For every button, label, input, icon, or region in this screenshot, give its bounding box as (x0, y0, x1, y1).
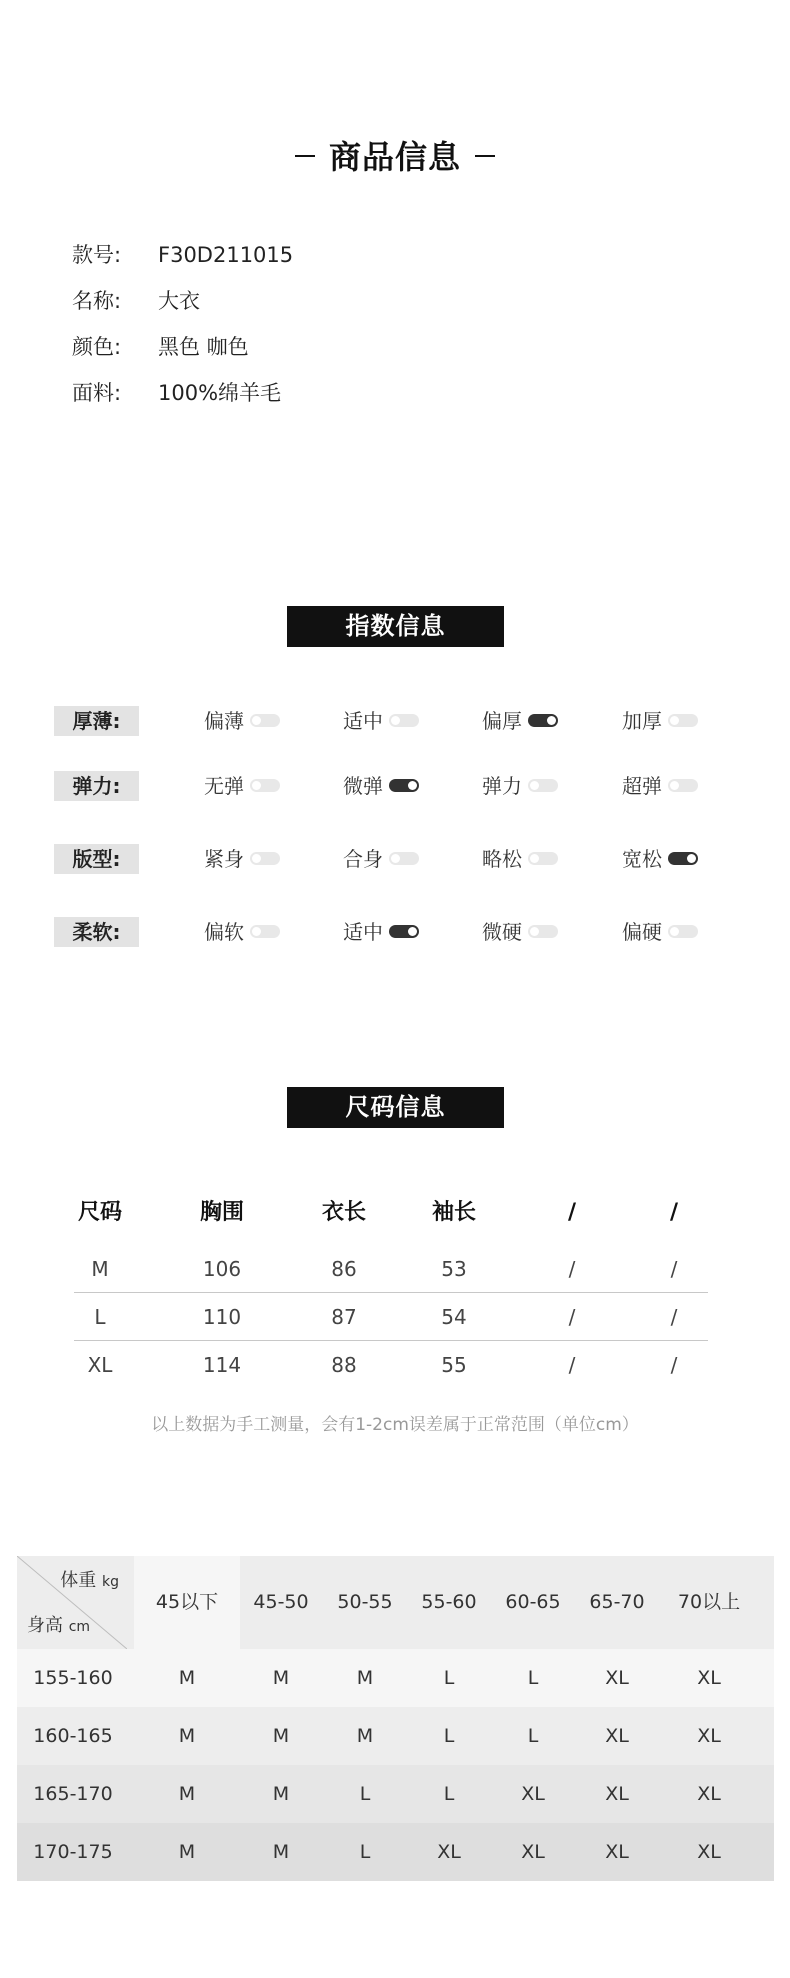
recommended-size-cell: L (359, 1841, 371, 1863)
weight-header-cell: 45-50 (253, 1591, 309, 1613)
size-table-cell: 54 (441, 1305, 467, 1329)
product-info-title (0, 132, 790, 178)
info-value: 黑色 咖色 (158, 335, 249, 359)
index-option (482, 844, 558, 874)
recommended-size-cell: XL (521, 1841, 545, 1863)
weight-header-cell: 55-60 (421, 1591, 477, 1613)
recommended-size-cell: M (272, 1841, 290, 1863)
index-option (343, 844, 419, 874)
index-option (343, 706, 419, 736)
index-option-label: 超弹 (622, 774, 662, 798)
size-note: 以上数据为手工测量，会有1-2cm误差属于正常范围（单位cm） (151, 1415, 639, 1435)
size-table-cell: / (670, 1257, 678, 1281)
index-row-label: 厚薄: (54, 706, 139, 736)
recommended-size-cell: XL (697, 1841, 721, 1863)
toggle-off-icon (668, 925, 698, 938)
toggle-on-icon (389, 925, 419, 938)
grid-row (17, 1823, 774, 1881)
size-table-cell: 88 (331, 1353, 357, 1377)
recommended-size-cell: XL (521, 1783, 545, 1805)
recommended-size-cell: M (272, 1667, 290, 1689)
toggle-off-icon (389, 852, 419, 865)
size-table-cell: 86 (331, 1257, 357, 1281)
size-table-cell: XL (87, 1353, 113, 1377)
weight-header-cell: 65-70 (589, 1591, 645, 1613)
size-info-title: 尺码信息 (287, 1087, 504, 1128)
index-row (54, 844, 754, 874)
recommended-size-cell: XL (697, 1667, 721, 1689)
recommended-size-cell: L (443, 1725, 455, 1747)
size-table-cell: 110 (202, 1305, 242, 1329)
size-table-cell: / (568, 1305, 576, 1329)
recommended-size-cell: L (443, 1667, 455, 1689)
toggle-off-icon (668, 714, 698, 727)
info-label: 颜色: (72, 335, 122, 359)
size-table-row (74, 1341, 708, 1389)
index-option-label: 微硬 (482, 920, 522, 944)
toggle-off-icon (250, 925, 280, 938)
toggle-on-icon (389, 779, 419, 792)
recommended-size-cell: M (272, 1783, 290, 1805)
index-option-label: 适中 (343, 920, 383, 944)
recommended-size-cell: M (272, 1725, 290, 1747)
size-table-cell: / (568, 1257, 576, 1281)
recommended-size-cell: L (527, 1725, 539, 1747)
index-option (204, 844, 280, 874)
info-row-style-no (72, 240, 293, 270)
height-range-cell: 155-160 (33, 1667, 113, 1689)
height-range-cell: 170-175 (33, 1841, 113, 1863)
height-range-cell: 165-170 (33, 1783, 113, 1805)
weight-axis-label: 体重 kg (60, 1570, 119, 1591)
index-option (622, 844, 698, 874)
weight-header-cell: 45以下 (134, 1556, 240, 1649)
toggle-off-icon (389, 714, 419, 727)
recommended-size-cell: M (178, 1783, 196, 1805)
info-label: 款号: (72, 243, 122, 267)
size-table-cell: 53 (441, 1257, 467, 1281)
grid-row (17, 1707, 774, 1765)
title-dash-right (475, 155, 495, 157)
index-info-title: 指数信息 (287, 606, 504, 647)
toggle-off-icon (668, 779, 698, 792)
height-range-cell: 160-165 (33, 1725, 113, 1747)
size-header-cell: 尺码 (77, 1200, 123, 1225)
size-table-cell: / (670, 1305, 678, 1329)
size-header-cell: 衣长 (321, 1200, 367, 1225)
index-option (622, 706, 698, 736)
size-table-cell: / (670, 1353, 678, 1377)
index-row (54, 917, 754, 947)
index-option (482, 917, 558, 947)
index-option (204, 771, 280, 801)
recommended-size-cell: M (178, 1841, 196, 1863)
height-axis-label: 身高 cm (27, 1615, 91, 1636)
toggle-on-icon (528, 714, 558, 727)
size-table-row (74, 1245, 708, 1293)
index-row (54, 706, 754, 736)
info-label: 名称: (72, 289, 122, 313)
info-value: 大衣 (158, 289, 200, 313)
index-option-label: 弹力 (482, 774, 522, 798)
size-table-cell: / (568, 1353, 576, 1377)
size-table-cell: L (94, 1305, 106, 1329)
index-row-label: 版型: (54, 844, 139, 874)
size-header-cell: 胸围 (199, 1200, 245, 1225)
recommended-size-cell: XL (605, 1841, 629, 1863)
recommended-size-cell: M (356, 1667, 374, 1689)
index-option (482, 706, 558, 736)
index-option (343, 917, 419, 947)
toggle-on-icon (668, 852, 698, 865)
index-option-label: 略松 (482, 847, 522, 871)
index-option-label: 偏薄 (204, 709, 244, 733)
index-option (622, 917, 698, 947)
size-table-cell: 114 (202, 1353, 242, 1377)
title-dash-left (295, 155, 315, 157)
recommended-size-cell: XL (697, 1783, 721, 1805)
toggle-off-icon (250, 852, 280, 865)
index-row-label: 柔软: (54, 917, 139, 947)
index-option-label: 宽松 (622, 847, 662, 871)
info-value: 100%绵羊毛 (158, 381, 282, 405)
toggle-off-icon (528, 925, 558, 938)
index-option (204, 706, 280, 736)
index-row-label: 弹力: (54, 771, 139, 801)
index-option-label: 偏软 (204, 920, 244, 944)
size-table-cell: M (91, 1257, 109, 1281)
toggle-off-icon (250, 714, 280, 727)
info-value: F30D211015 (158, 243, 294, 267)
index-option-label: 偏硬 (622, 920, 662, 944)
grid-corner-cell (17, 1556, 127, 1649)
index-option (482, 771, 558, 801)
recommended-size-cell: L (359, 1783, 371, 1805)
index-option-label: 适中 (343, 709, 383, 733)
grid-row (17, 1649, 774, 1707)
product-info-title-text: 商品信息 (328, 138, 461, 176)
recommended-size-cell: XL (437, 1841, 461, 1863)
toggle-off-icon (528, 779, 558, 792)
recommended-size-cell: XL (605, 1667, 629, 1689)
recommended-size-cell: XL (697, 1725, 721, 1747)
weight-header-cell: 70以上 (677, 1591, 741, 1613)
recommended-size-cell: M (178, 1725, 196, 1747)
toggle-off-icon (528, 852, 558, 865)
index-option-label: 加厚 (622, 709, 662, 733)
index-option-label: 无弹 (204, 774, 244, 798)
info-row-color (72, 332, 249, 362)
recommended-size-cell: M (356, 1725, 374, 1747)
size-header-cell: 袖长 (431, 1200, 477, 1225)
size-table-cell: 87 (331, 1305, 357, 1329)
weight-header-cell: 60-65 (505, 1591, 561, 1613)
index-option-label: 微弹 (343, 774, 383, 798)
grid-row (17, 1765, 774, 1823)
info-row-fabric (72, 378, 281, 408)
recommended-size-cell: L (443, 1783, 455, 1805)
weight-header-cell: 50-55 (337, 1591, 393, 1613)
index-row (54, 771, 754, 801)
size-table-cell: 106 (202, 1257, 242, 1281)
index-option-label: 合身 (343, 847, 383, 871)
size-header-cell: / (669, 1200, 679, 1225)
recommended-size-cell: XL (605, 1783, 629, 1805)
size-table-row (74, 1293, 708, 1341)
size-table-cell: 55 (441, 1353, 467, 1377)
index-option-label: 紧身 (204, 847, 244, 871)
recommended-size-cell: M (178, 1667, 196, 1689)
toggle-off-icon (250, 779, 280, 792)
index-option (204, 917, 280, 947)
index-option (622, 771, 698, 801)
info-label: 面料: (72, 381, 122, 405)
index-option (343, 771, 419, 801)
recommended-size-cell: XL (605, 1725, 629, 1747)
index-option-label: 偏厚 (482, 709, 522, 733)
info-row-name (72, 286, 200, 316)
size-header-cell: / (567, 1200, 577, 1225)
size-table-header (74, 1196, 714, 1230)
recommended-size-cell: L (527, 1667, 539, 1689)
